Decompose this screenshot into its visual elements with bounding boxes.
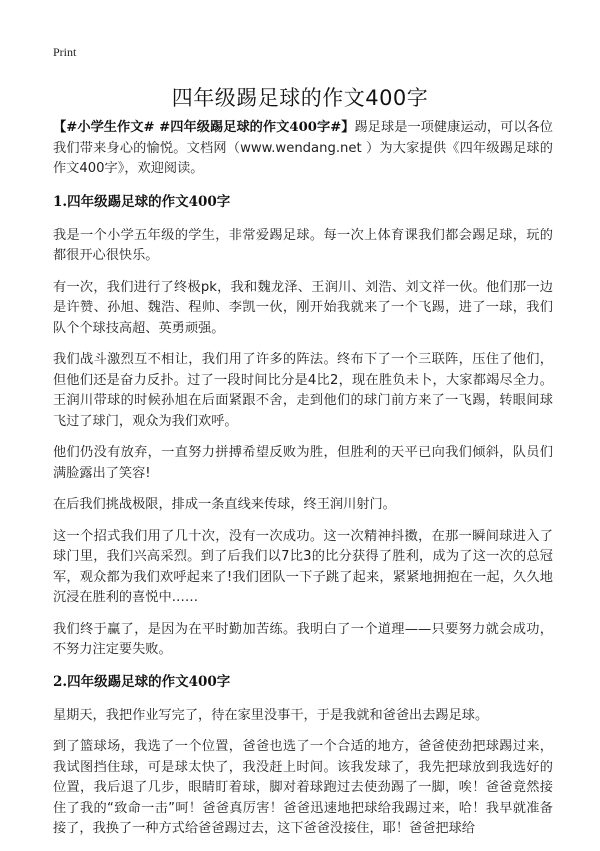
section-paragraph: 我是一个小学五年级的学生，非常爱踢足球。每一次上体育课我们都会踢足球，玩的都很开心很快乐。 (53, 227, 553, 263)
intro-tag: 【#小学生作文# #四年级踢足球的作文400字#】 (53, 120, 355, 135)
section-paragraph: 他们仍没有放弃，一直努力拼搏希望反败为胜，但胜利的天平已向我们倾斜，队员们满脸露出了笑容! (53, 445, 553, 481)
section-heading: 1.四年级踢足球的作文400字 (53, 193, 231, 210)
section-paragraph: 到了篮球场，我选了一个位置，爸爸也选了一个合适的地方，爸爸使劲把球踢过来，我试图挡住球，可是球太快了，我没赶上时间。该我发球了，我先把球放到我选好的位置，我后退了几步，眼睛盯着球，脚对着球跑过去使劲踢了一脚，唉！爸爸竟然接住了我的“致命一击”呵！爸爸真厉害！爸爸迅速地把球给我踢过来，哈！我早就准备接了，我换了一种方式给爸爸踢过去，这下爸爸没接住，耶！爸爸把球给 (53, 739, 553, 836)
article-body (53, 118, 553, 851)
section-paragraph: 有一次，我们进行了终极pk，我和魏龙泽、王润川、刘浩、刘文祥一伙。他们那一边是许赞、孙旭、魏浩、程帅、李凯一伙，刚开始我就来了一个飞踢，进了一球，我们队个个球技高超、英勇顽强。 (53, 279, 553, 336)
section-paragraph: 在后我们挑战极限，排成一条直线来传球，终王润川射门。 (53, 497, 396, 512)
section-paragraph: 星期天，我把作业写完了，待在家里没事干，于是我就和爸爸出去踢足球。 (53, 707, 489, 723)
section-paragraph: 我们终于赢了，是因为在平时勤加苦练。我明白了一个道理——只要努力就会成功，不努力注定要失败。 (53, 621, 553, 657)
page-title: 四年级踢足球的作文400字 (171, 86, 429, 110)
section-paragraph: 我们战斗激烈互不相让，我们用了许多的阵法。终布下了一个三联阵，压住了他们，但他们还是奋力反扑。过了一段时间比分是4比2，现在胜负未卜，大家都竭尽全力。王润川带球的时候孙旭在后面紧跟不舍，走到他们的球门前方来了一飞踢，转眼间球飞过了球门，观众为我们欢呼。 (53, 352, 553, 429)
intro-text: 踢足球是一项健康运动，可以各位我们带来身心的愉悦。文档网（www.wendang.net ）为大家提供《四年级踢足球的作文400字》，欢迎阅读。 (53, 120, 553, 176)
section-heading: 2.四年级踢足球的作文400字 (53, 673, 231, 690)
intro-paragraph (53, 118, 553, 180)
print-label[interactable]: Print (53, 45, 77, 59)
section-paragraph: 这一个招式我们用了几十次，没有一次成功。这一次精神抖擞，在那一瞬间球进入了球门里，我们兴高采烈。到了后我们以7比3的比分获得了胜利，成为了这一次的总冠军，观众都为我们欢呼起来了!我们团队一下子跳了起来，紧紧地拥抱在一起，久久地沉浸在胜利的喜悦中…… (53, 528, 553, 605)
